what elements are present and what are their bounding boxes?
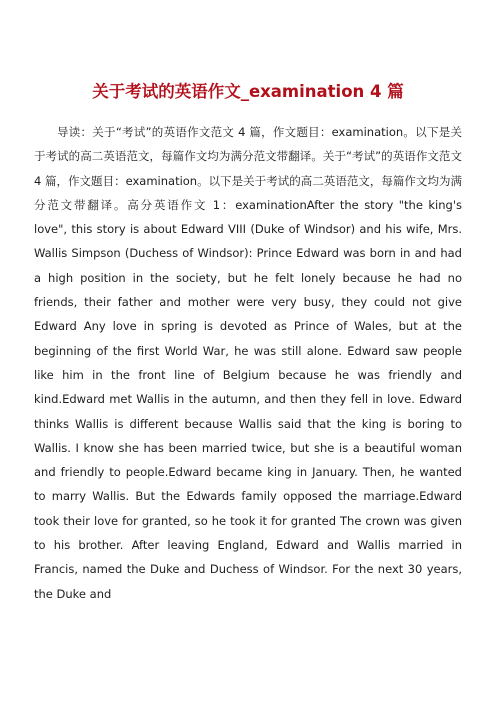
document-title: 关于考试的英语作文_examination 4 篇	[92, 82, 404, 101]
body-paragraph: 导读：关于“考试”的英语作文范文 4 篇，作文题目：examination。以下是关于考试的高二英语范文，每篇作文均为满分范文带翻译。关于“考试”的英语作文范文 4 篇，作文题目：examination。以下是关于考试的高二英语范文，每篇作文均为满分范文带翻译。高分英语作文 1：examinationAfter the story "the king's love", this story is about Edward VIII (Duke of Windsor) and his wife, Mrs. Wallis Simpson (Duchess of Windsor): Prince Edward was born in and had a high position in the society, but he felt lonely because he had no friends, their father and mother were very busy, they could not give Edward Any love in spring is devoted as Prince of Wales, but at the beginning of the first World War, he was still alone. Edward saw people like him in the front line of Belgium because he was friendly and kind.Edward met Wallis in the autumn, and then they fell in love. Edward thinks Wallis is different because Wallis said that the king is boring to Wallis. I know she has been married twice, but she is a beautiful woman and friendly to people.Edward became king in January. Then, he wanted to marry Wallis. But the Edwards family opposed the marriage.Edward took their love for granted, so he took it for granted The crown was given to his brother. After leaving England, Edward and Wallis married in Francis, named the Duke and Duchess of Windsor. For the next 30 years, the Duke and	[34, 125, 462, 601]
document-body	[34, 120, 462, 606]
